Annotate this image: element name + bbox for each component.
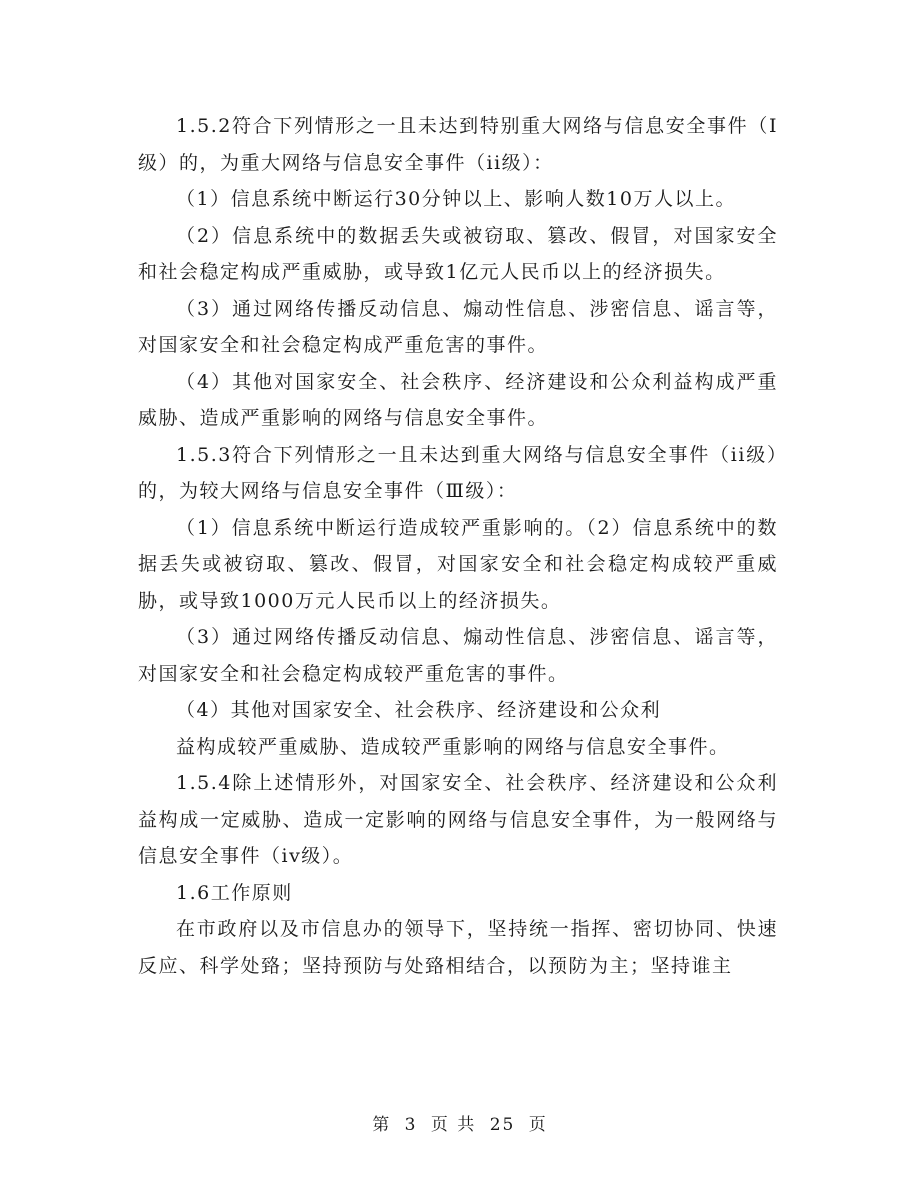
paragraph-item-2: （2）信息系统中的数据丢失或被窃取、篡改、假冒，对国家安全和社会稳定构成严重威胁，或导致1亿元人民币以上的经济损失。: [138, 224, 778, 283]
document-body: [138, 108, 778, 984]
section-heading-1-6: 1.6工作原则: [176, 881, 293, 904]
paragraph-1-5-4: 1.5.4除上述情形外，对国家安全、社会秩序、经济建设和公众利益构成一定威胁、造成一定影响的网络与信息安全事件，为一般网络与信息安全事件（iv级）。: [138, 772, 778, 867]
footer-prefix: 第: [372, 1115, 392, 1135]
paragraph-item-4: （4）其他对国家安全、社会秩序、经济建设和公众利益构成严重威胁、造成严重影响的网络与信息安全事件。: [138, 370, 778, 429]
paragraph-item-1: （1）信息系统中断运行30分钟以上、影响人数10万人以上。: [176, 188, 736, 210]
paragraph-1-5-3: 1.5.3符合下列情形之一且未达到重大网络与信息安全事件（ii级）的，为较大网络与信息安全事件（Ⅲ级）：: [138, 443, 778, 502]
paragraph-item-3b: （3）通过网络传播反动信息、煽动性信息、涉密信息、谣言等，对国家安全和社会稳定构成较严重危害的事件。: [138, 626, 778, 685]
paragraph-item-3: （3）通过网络传播反动信息、煽动性信息、涉密信息、谣言等，对国家安全和社会稳定构成严重危害的事件。: [138, 297, 778, 356]
footer-middle: 页 共: [430, 1115, 477, 1135]
paragraph-item-1b: （1）信息系统中断运行造成较严重影响的。（2）信息系统中的数据丢失或被窃取、篡改、假冒，对国家安全和社会稳定构成较严重威胁，或导致1000万元人民币以上的经济损失。: [138, 516, 778, 612]
paragraph-1-5-2: 1.5.2符合下列情形之一且未达到特别重大网络与信息安全事件（Ⅰ级）的，为重大网络与信息安全事件（ii级）：: [138, 115, 778, 174]
paragraph-item-4b: （4）其他对国家安全、社会秩序、经济建设和公众利: [176, 699, 662, 721]
page-footer: [0, 1110, 920, 1135]
footer-current-page: 3: [404, 1115, 418, 1135]
footer-suffix: 页: [528, 1115, 548, 1135]
paragraph-work-principles: 在市政府以及市信息办的领导下，坚持统一指挥、密切协同、快速反应、科学处臵；坚持预防与处臵相结合，以预防为主；坚持谁主: [138, 918, 778, 977]
footer-total-pages: 25: [489, 1115, 516, 1135]
paragraph-item-4b-continued: 益构成较严重威胁、造成较严重影响的网络与信息安全事件。: [176, 735, 730, 758]
